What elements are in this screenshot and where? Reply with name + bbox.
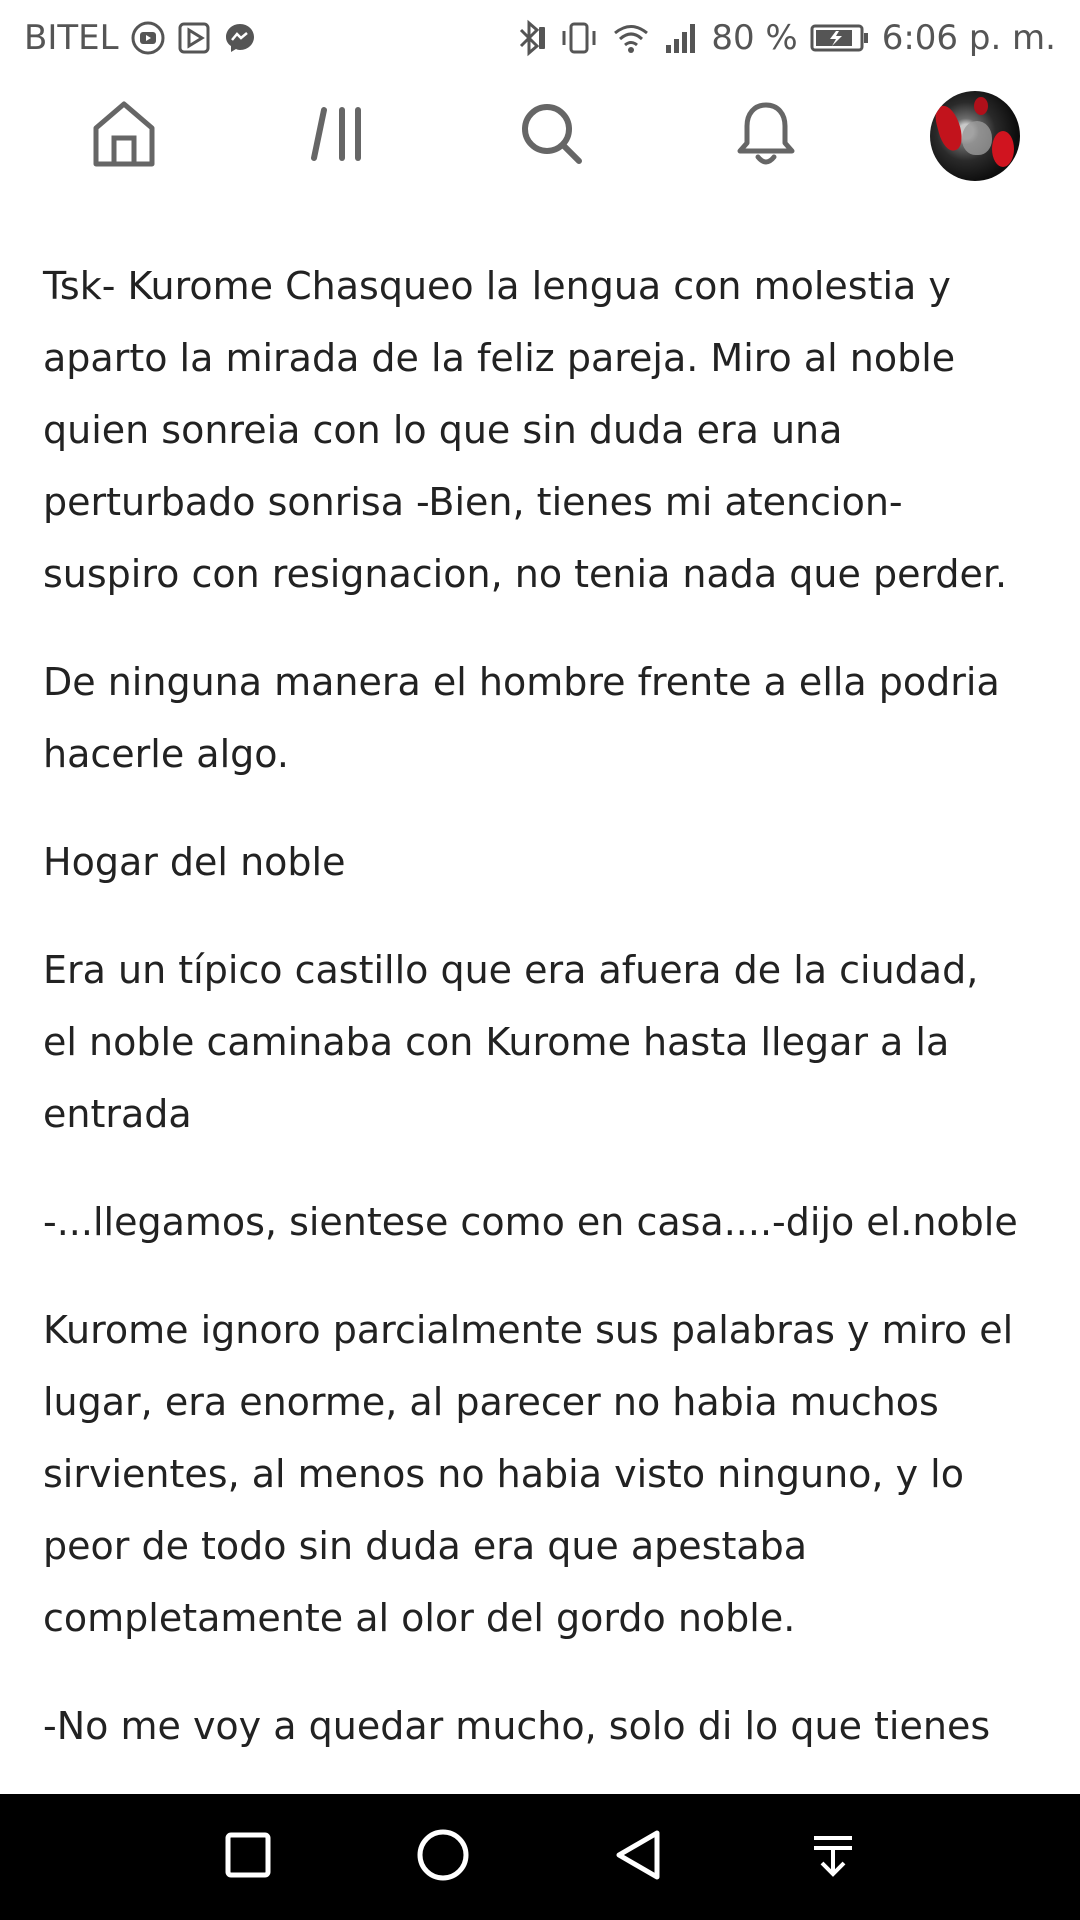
- avatar-detail: [932, 103, 965, 153]
- article-content: [43, 250, 1018, 1798]
- home-system-button[interactable]: [398, 1812, 488, 1902]
- square-icon: [223, 1830, 273, 1884]
- search-button[interactable]: [502, 86, 602, 186]
- vibrate-icon: [559, 19, 599, 57]
- wifi-icon: [611, 20, 651, 56]
- notifications-button[interactable]: [716, 86, 816, 186]
- paragraph: Hogar del noble: [43, 840, 346, 884]
- bluetooth-icon: [513, 19, 547, 57]
- paragraph: -...llegamos, sientese como en casa....-dijo el.noble: [43, 1200, 1018, 1244]
- avatar-detail: [962, 121, 992, 155]
- paragraph: Kurome ignoro parcialmente sus palabras y miro el lugar, era enorme, al parecer no habia muchos sirvientes, al menos no habia visto ninguno, y lo peor de todo sin duda era que apestaba completamente al olor del gordo noble.: [43, 1308, 1014, 1640]
- status-left: [24, 18, 257, 58]
- system-navigation-bar: [0, 1794, 1080, 1920]
- notification-pull-button[interactable]: [788, 1812, 878, 1902]
- pull-down-icon: [808, 1830, 858, 1884]
- recent-apps-button[interactable]: [203, 1812, 293, 1902]
- status-right: [513, 18, 1056, 58]
- play-store-icon: [177, 21, 211, 55]
- paragraph: Era un típico castillo que era afuera de la ciudad, el noble caminaba con Kurome hasta llegar a la entrada: [43, 948, 979, 1136]
- avatar[interactable]: [930, 91, 1020, 181]
- library-button[interactable]: [288, 86, 388, 186]
- search-icon: [519, 101, 585, 171]
- battery-percent: 80 %: [711, 18, 798, 58]
- home-icon: [90, 98, 158, 174]
- avatar-detail: [974, 97, 988, 115]
- back-button[interactable]: [593, 1812, 683, 1902]
- paragraph: -No me voy a quedar mucho, solo di lo que tienes: [43, 1704, 991, 1748]
- signal-icon: [663, 21, 699, 55]
- top-navigation: [0, 76, 1080, 196]
- status-bar: [0, 0, 1080, 76]
- carrier-label: BITEL: [24, 18, 119, 58]
- paragraph: De ninguna manera el hombre frente a ella podria hacerle algo.: [43, 660, 1000, 776]
- home-button[interactable]: [74, 86, 174, 186]
- messenger-icon: [223, 21, 257, 55]
- paragraph: Tsk- Kurome Chasqueo la lengua con molestia y aparto la mirada de la feliz pareja. Miro al noble quien sonreia con lo que sin duda era una perturbado sonrisa -Bien, tienes mi atencion- suspiro con resignacion, no tenia nada que perder.: [43, 264, 1008, 596]
- avatar-detail: [992, 131, 1014, 167]
- clock: 6:06 p. m.: [881, 18, 1056, 58]
- battery-icon: [810, 22, 870, 54]
- circle-icon: [415, 1827, 471, 1887]
- bell-icon: [734, 99, 798, 173]
- library-icon: [308, 104, 368, 168]
- youtube-icon: [131, 21, 165, 55]
- triangle-back-icon: [613, 1828, 663, 1886]
